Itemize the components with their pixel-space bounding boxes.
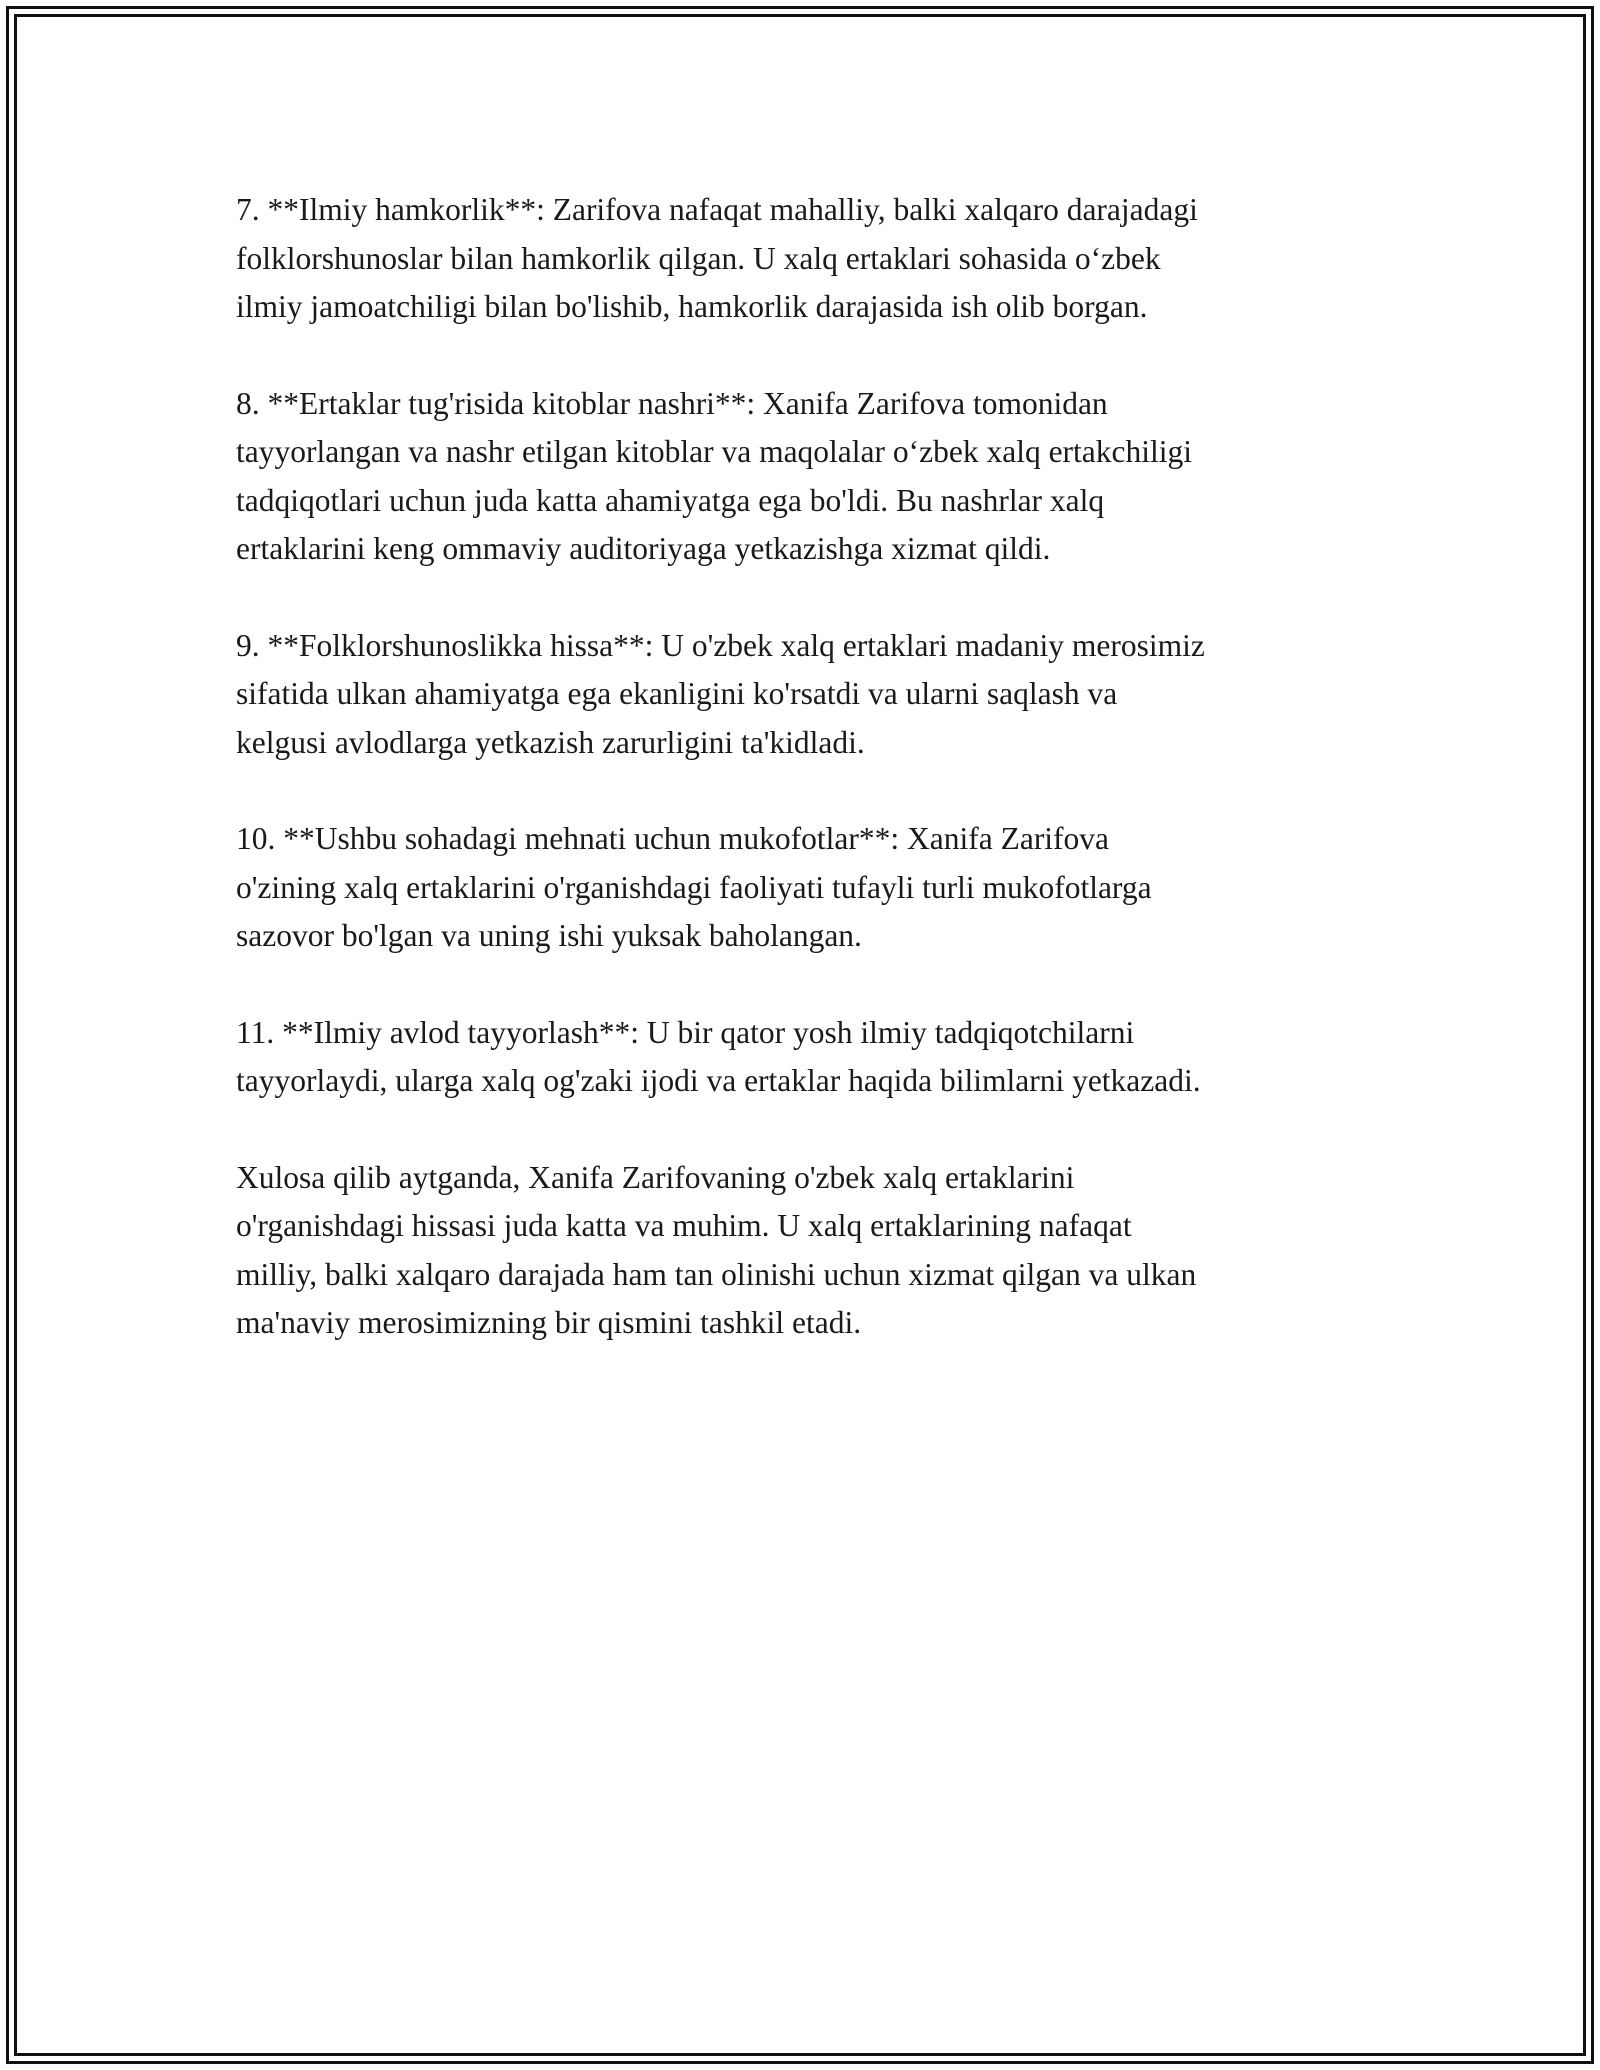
paragraph-item-9: 9. **Folklorshunoslikka hissa**: U o'zbek xalq ertaklari madaniy merosimiz sifatida ulkan ahamiyatga ega ekanligini ko'rsatdi va ularni saqlash va kelgusi avlodlarga yetkazish zarurligini ta'kidladi. <box>236 627 1205 760</box>
document-body <box>236 186 1376 1396</box>
paragraph-item-10: 10. **Ushbu sohadagi mehnati uchun mukofotlar**: Xanifa Zarifova o'zining xalq ertaklarini o'rganishdagi faoliyati tufayli turli mukofotlarga sazovor bo'lgan va uning ishi yuksak baholangan. <box>236 821 1152 953</box>
paragraph-item-7: 7. **Ilmiy hamkorlik**: Zarifova nafaqat mahalliy, balki xalqaro darajadagi folklorshunoslar bilan hamkorlik qilgan. U xalq ertaklari sohasida o‘zbek ilmiy jamoatchiligi bilan bo'lishib, hamkorlik darajasida ish olib borgan. <box>236 192 1198 324</box>
paragraph-item-8: 8. **Ertaklar tug'risida kitoblar nashri**: Xanifa Zarifova tomonidan tayyorlangan va nashr etilgan kitoblar va maqolalar o‘zbek xalq ertakchiligi tadqiqotlari uchun juda katta ahamiyatga ega bo'ldi. Bu nashrlar xalq ertaklarini keng ommaviy auditoriyaga yetkazishga xizmat qildi. <box>236 385 1193 566</box>
paragraph-conclusion: Xulosa qilib aytganda, Xanifa Zarifovaning o'zbek xalq ertaklarini o'rganishdagi hissasi juda katta va muhim. U xalq ertaklarining nafaqat milliy, balki xalqaro darajada ham tan olinishi uchun xizmat qilgan va ulkan ma'naviy merosimizning bir qismini tashkil etadi. <box>236 1159 1197 1340</box>
paragraph-item-11: 11. **Ilmiy avlod tayyorlash**: U bir qator yosh ilmiy tadqiqotchilarni tayyorlaydi, ularga xalq og'zaki ijodi va ertaklar haqida bilimlarni yetkazadi. <box>236 1014 1201 1098</box>
